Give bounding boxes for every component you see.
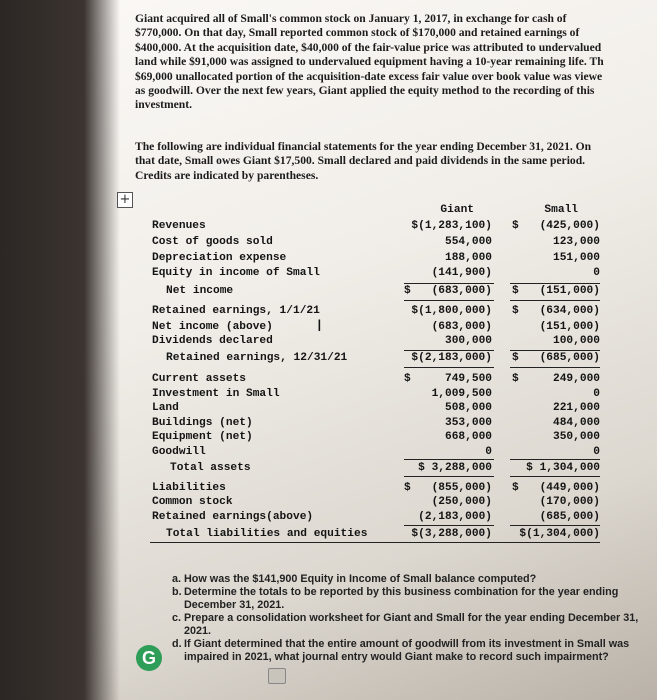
row-label: Cost of goods sold [152,236,273,248]
table-row [0,416,657,430]
giant-value: (2,183,000) [418,511,492,523]
row-label: Retained earnings, 1/1/21 [152,305,320,317]
row-label: Retained earnings(above) [152,511,314,523]
giant-value: (250,000) [431,496,492,508]
giant-value: $(3,288,000) [411,528,492,540]
giant-value: $(1,800,000) [411,305,492,317]
table-row [0,495,657,509]
giant-value: 749,500 [445,373,492,385]
small-value: 0 [593,388,600,400]
intro-line: $69,000 unallocated portion of the acquisition-date excess fair value over book value was viewe [135,69,603,83]
text-cursor-icon: I [317,316,322,335]
small-value: (634,000) [539,305,600,317]
table-row [0,372,657,386]
row-label: Total liabilities and equities [166,528,368,540]
small-value: 151,000 [553,252,600,264]
small-value: (685,000) [539,352,600,364]
row-label: Land [152,402,179,414]
dollar-sign: $ [404,373,411,385]
table-rule [404,367,494,368]
small-value: (685,000) [539,511,600,523]
para2-line: that date, Small owes Giant $17,500. Small declared and paid dividends in the same period. [135,154,586,168]
table-row [0,430,657,444]
para2-line: The following are individual financial statements for the year ending December 31, 2021. On [135,140,592,153]
statements-paragraph [135,140,655,183]
row-label: Net income (above) [152,321,273,333]
table-row [0,527,657,541]
table-row [0,461,657,475]
giant-value: (855,000) [431,482,492,494]
plus-icon[interactable]: + [117,192,133,208]
table-rule [510,350,600,351]
g-logo-icon[interactable]: G [136,645,162,671]
row-label: Net income [166,285,234,297]
table-row [0,304,657,318]
giant-value: 300,000 [445,335,492,347]
table-row [0,219,657,233]
intro-line: $400,000. At the acquisition date, $40,000 of the fair-value price was attributed to undervalued [135,40,602,54]
dollar-sign: $ [512,305,519,317]
giant-value: 0 [485,446,492,458]
table-rule [404,350,494,351]
dollar-sign: $ [512,373,519,385]
dollar-sign: $ [512,285,519,297]
table-rule [510,300,600,301]
table-row [0,387,657,401]
giant-column-header: Giant [440,204,474,216]
intro-line: Giant acquired all of Small's common stock on January 1, 2017, in exchange for cash of [135,12,567,25]
table-row [0,235,657,249]
row-label: Common stock [152,496,233,508]
giant-value: (141,900) [431,267,492,279]
table-row [0,284,657,298]
table-row [0,445,657,459]
small-value: 350,000 [553,431,600,443]
intro-line: as goodwill. Over the next few years, Giant applied the equity method to the recording of this [135,84,595,98]
small-value: 0 [593,446,600,458]
small-column-header: Small [544,204,578,216]
giant-value: (683,000) [431,285,492,297]
small-value: 484,000 [553,417,600,429]
dollar-sign: $ [512,352,519,364]
intro-line: $770,000. On that day, Small reported common stock of $170,000 and retained earnings of [135,26,580,40]
dollar-sign: $ [404,482,411,494]
table-row [0,510,657,524]
row-label: Current assets [152,373,246,385]
question-d: d. If Giant determined that the entire amount of goodwill from its investment in Small was impaired in 2021, what journal entry would Giant make to record such impairment? [172,638,630,663]
table-rule [510,476,600,477]
giant-value: 554,000 [445,236,492,248]
small-value: 123,000 [553,236,600,248]
question-b: b. Determine the totals to be reported by this business combination for the year ending December 31, 2021. [172,586,619,611]
questions-list [172,573,652,664]
row-label: Goodwill [152,446,206,458]
para2-line: Credits are indicated by parentheses. [135,168,319,182]
table-rule [404,459,494,460]
table-rule [510,283,600,284]
table-rule [510,525,600,526]
intro-paragraph [135,12,655,113]
small-value: (449,000) [539,482,600,494]
table-rule [404,300,494,301]
table-rule [510,367,600,368]
table-rule [404,476,494,477]
table-row [0,334,657,348]
row-label: Investment in Small [152,388,280,400]
table-header-row [0,203,657,217]
table-row [0,320,657,334]
intro-line: investment. [135,98,192,112]
row-label: Total assets [170,462,251,474]
small-value: (170,000) [539,496,600,508]
dollar-sign: $ [512,220,519,232]
small-value: (151,000) [539,321,600,333]
small-value: (151,000) [539,285,600,297]
row-label: Liabilities [152,482,226,494]
small-value: 221,000 [553,402,600,414]
giant-value: (683,000) [431,321,492,333]
table-row [0,266,657,280]
row-label: Equity in income of Small [152,267,320,279]
table-row [0,351,657,365]
small-value: 100,000 [553,335,600,347]
giant-value: $(2,183,000) [411,352,492,364]
table-row [0,251,657,265]
giant-value: 508,000 [445,402,492,414]
giant-value: 188,000 [445,252,492,264]
table-rule [150,542,600,543]
intro-line: land while $91,000 was assigned to undervalued equipment having a 10-year remaining life. Th [135,55,604,69]
table-rule [404,283,494,284]
giant-value: 668,000 [445,431,492,443]
small-value: $(1,304,000) [519,528,600,540]
small-value: (425,000) [539,220,600,232]
question-c: c. Prepare a consolidation worksheet for Giant and Small for the year ending December 31, 2021. [172,612,639,637]
giant-value: $(1,283,100) [411,220,492,232]
small-value: $ 1,304,000 [526,462,600,474]
row-label: Dividends declared [152,335,273,347]
row-label: Buildings (net) [152,417,253,429]
row-label: Retained earnings, 12/31/21 [166,352,348,364]
table-rule [510,459,600,460]
giant-value: 353,000 [445,417,492,429]
table-rule [404,525,494,526]
giant-value: $ 3,288,000 [418,462,492,474]
dark-background [0,0,120,700]
giant-value: 1,009,500 [431,388,492,400]
row-label: Depreciation expense [152,252,287,264]
dollar-sign: $ [512,482,519,494]
table-row [0,481,657,495]
small-value: 249,000 [553,373,600,385]
question-a: a. How was the $141,900 Equity in Income of Small balance computed? [172,573,537,585]
table-row [0,401,657,415]
dollar-sign: $ [404,285,411,297]
small-value: 0 [593,267,600,279]
row-label: Equipment (net) [152,431,253,443]
row-label: Revenues [152,220,206,232]
image-thumbnail-icon[interactable] [268,668,286,684]
